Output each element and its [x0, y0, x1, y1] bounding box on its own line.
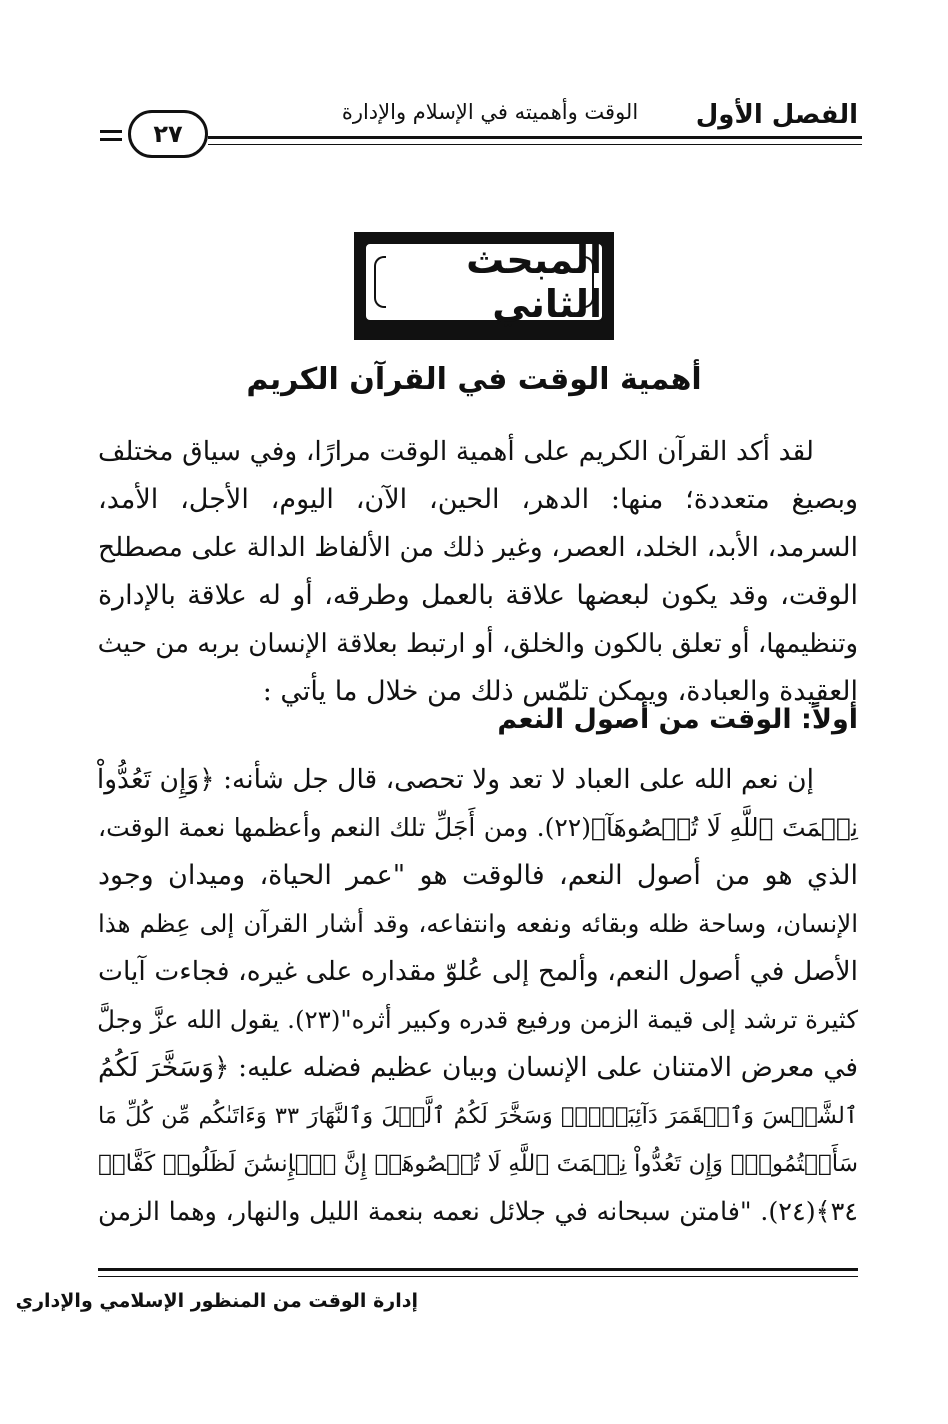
- text-line: وتنظيمها، أو تعلق بالكون والخلق، أو ارتبط بعلاقة الإنسان بربه من حيث: [97, 629, 858, 659]
- paragraph-intro: [98, 428, 858, 716]
- subheading: أولاً: الوقت من أصول النعم: [497, 704, 858, 735]
- text-line: إن نعم الله على العباد لا تعد ولا تحصى، قال جل شأنه: ﴿وَإِن تَعُدُّواْ: [96, 764, 814, 795]
- text-line: نِعۡمَتَ ٱللَّهِ لَا تُحۡصُوهَآ﴾(٢٢). ومن أَجَلِّ تلك النعم وأعظمها نعمة الوقت،: [98, 813, 858, 842]
- text-line: ٣٤﴾(٢٤). "فامتن سبحانه في جلائل نعمه بنعمة الليل والنهار، وهما الزمن: [98, 1197, 858, 1227]
- text-line: في معرض الامتنان على الإنسان وبيان عظيم فضله عليه: ﴿وَسَخَّرَ لَكُمُ: [98, 1052, 858, 1083]
- section-frame-inner: [364, 238, 604, 326]
- text-line: كثيرة ترشد إلى قيمة الزمن ورفيع قدره وكبير أثره"(٢٣). يقول الله عزَّ وجلَّ: [97, 1005, 858, 1034]
- text-line: وبصيغ متعددة؛ منها: الدهر، الحين، الآن، اليوم، الأجل، الأمد،: [98, 484, 858, 515]
- text-line: الأصل في أصول النعم، وألمح إلى عُلوّ مقداره على غيره، فجاءت آيات: [98, 956, 858, 987]
- page-number: ٢٧: [128, 110, 208, 158]
- running-title: الوقت وأهميته في الإسلام والإدارة: [341, 100, 639, 124]
- text-line: سَأَلۡتُمُوهُۚ وَإِن تَعُدُّواْ نِعۡمَتَ ٱللَّهِ لَا تُحۡصُوهَآۗ إِنَّ ٱلۡإِنسَٰنَ لَظَلُومٞ كَفَّارٞ: [98, 1151, 858, 1177]
- text-line: لقد أكد القرآن الكريم على أهمية الوقت مرارًا، وفي سياق مختلف: [98, 436, 814, 467]
- text-line: العقيدة والعبادة، ويمكن تلمّس ذلك من خلال ما يأتي :: [262, 676, 858, 707]
- text-line: السرمد، الأبد، الخلد، العصر، وغير ذلك من الألفاظ الدالة على مصطلح: [98, 532, 858, 563]
- header-rule: [208, 136, 862, 139]
- header-rule-thin: [208, 144, 862, 145]
- text-line: الوقت، وقد يكون لبعضها علاقة بالعمل وطرقه، أو له علاقة بالإدارة: [98, 580, 858, 611]
- section-label: المبحث الثاني: [466, 238, 602, 326]
- text-line: ٱلشَّمۡسَ وَٱلۡقَمَرَ دَآئِبَيۡنِۖ وَسَخَّرَ لَكُمُ ٱلَّيۡلَ وَٱلنَّهَارَ ٣٣ وَءَاتَىٰكُم مِّن كُلِّ مَا: [98, 1103, 858, 1129]
- footer-rule-thin: [98, 1276, 858, 1277]
- paragraph-blessings: [98, 756, 858, 1236]
- footer-book-title: إدارة الوقت من المنظور الإسلامي والإداري: [15, 1290, 418, 1312]
- footer-rule: [98, 1268, 858, 1271]
- section-frame: [354, 232, 614, 340]
- page-number-dash: [100, 138, 122, 141]
- text-line: الإنسان، وساحة ظله وبقائه ونفعه وانتفاعه، وقد أشار القرآن إلى عِظم هذا: [98, 909, 859, 938]
- text-line: الذي هو من أصول النعم، فالوقت هو "عمر الحياة، وميدان وجود: [98, 860, 858, 891]
- chapter-title: الفصل الأول: [695, 100, 858, 130]
- page-number-dash: [100, 130, 122, 133]
- section-heading: أهمية الوقت في القرآن الكريم: [246, 362, 702, 397]
